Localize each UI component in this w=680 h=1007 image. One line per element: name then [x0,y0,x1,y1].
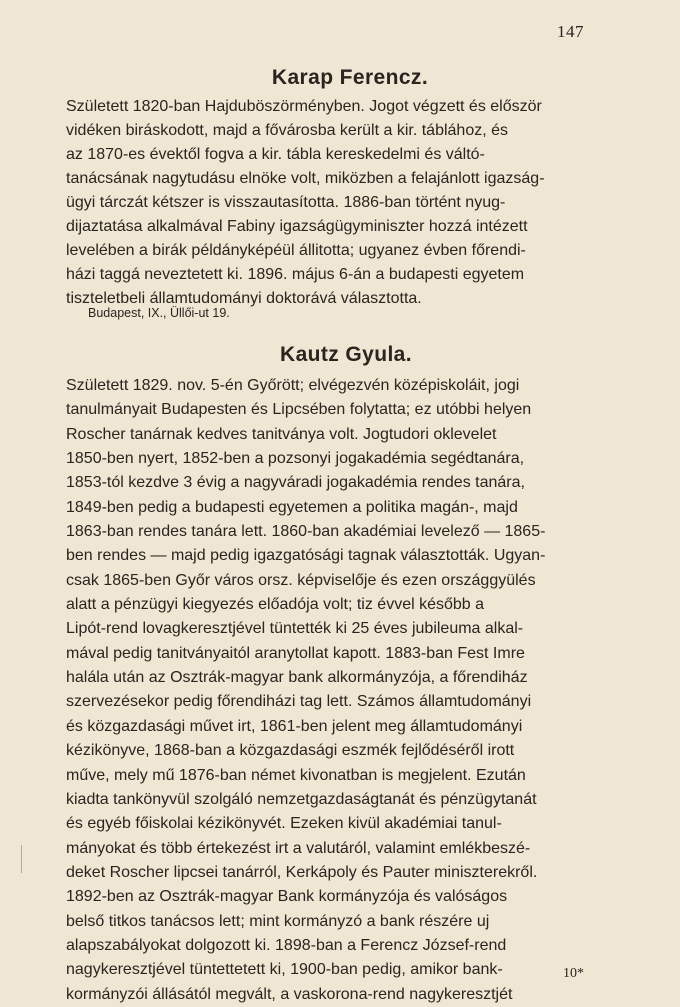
text-line: műve, mely mű 1876-ban német kivonatban is megjelent. Ezután [66,766,526,784]
text-line: belső titkos tanácsos lett; mint kormányzó a bank részére uj [66,912,490,930]
biography-title: Kautz Gyula. [280,343,412,366]
text-line: kézikönyve, 1868-ban a közgazdasági eszmék fejlődéséről irott [66,742,515,760]
text-line: kiadta tankönyvül szolgáló nemzetgazdaságtanát és pénzügytanát [66,790,537,808]
text-line: alapszabályokat dolgozott ki. 1898-ban a Ferencz József-rend [66,936,507,954]
text-line: és egyéb főiskolai kézikönyvét. Ezeken kivül akadémiai tanul- [66,815,502,833]
text-line: ügyi tárczát kétszer is visszautasította. 1886-ban történt nyug- [66,194,506,211]
signature-mark: 10* [563,966,584,981]
text-line: tiszteletbeli államtudományi doktorává választotta. [66,290,422,307]
text-line: házi taggá neveztetett ki. 1896. május 6-án a budapesti egyetem [66,266,525,283]
text-line: Született 1820-ban Hajduböszörményben. Jogot végzett és először [66,98,542,115]
text-line: halála után az Osztrák-magyar bank alkormányzója, a főrendiház [66,669,528,687]
text-line: Született 1829. nov. 5-én Győrött; elvégezvén középiskoláit, jogi [66,377,520,394]
text-line: Lipót-rend lovagkeresztjével tüntették ki 25 éves jubileuma alkal- [66,620,524,638]
text-line: mával pedig tanitványaitól aranytollat kapott. 1883-ban Fest Imre [66,644,525,662]
text-line: deket Roscher lipcsei tanárról, Kerkápoly és Pauter miniszterekről. [66,863,538,881]
text-line: 1849-ben pedig a budapesti egyetemen a politika magán-, majd [66,498,518,516]
address-line: Budapest, IX., Üllői-ut 19. [88,306,230,320]
text-line: tanulmányait Budapesten és Lipcsében folytatta; ez utóbbi helyen [66,401,532,419]
text-line: 1863-ban rendes tanára lett. 1860-ban akadémiai levelező — 1865- [66,523,546,541]
text-line: kormányzói állásától megvált, a vaskorona-rend nagykeresztjét [66,985,513,1003]
text-line: az 1870-es évektől fogva a kir. tábla kereskedelmi és váltó- [66,146,485,163]
text-line: 1892-ben az Osztrák-magyar Bank kormányzója és valóságos [66,888,508,906]
text-line: nagykeresztjével tüntettetett ki, 1900-ban pedig, amikor bank- [66,961,503,979]
text-line: alatt a pénzügyi kiegyezés előadója volt; tiz évvel később a [66,596,485,614]
text-line: tanácsának nagytudásu elnöke volt, miközben a felajánlott igazság- [66,170,545,187]
text-line: levelében a birák példányképéül állitotta; ugyanez évben főrendi- [66,242,526,259]
text-line: szervezésekor pedig főrendiházi tag lett. Számos államtudományi [66,693,532,711]
text-line: csak 1865-ben Győr város orsz. képviselője és ezen országgyülés [66,571,536,589]
page-number: 147 [557,22,584,41]
text-line: vidéken biráskodott, majd a fővárosba került a kir. táblához, és [66,122,509,139]
text-line: mányokat és több értekezést irt a valutáról, valamint emlékbeszé- [66,839,531,857]
page-edge-mark [21,845,22,873]
text-line: 1853-tól kezdve 3 évig a nagyváradi jogakadémia rendes tanára, [66,474,525,492]
text-line: Roscher tanárnak kedves tanitványa volt. Jogtudori oklevelet [66,425,497,443]
biography-text [66,374,592,1007]
text-line: ben rendes — majd pedig igazgatósági tagnak választották. Ugyan- [66,547,546,565]
biography-title: Karap Ferencz. [271,66,429,89]
text-line: dijaztatása alkalmával Fabiny igazságügyminiszter hozzá intézett [66,218,528,235]
biography-text [66,95,592,311]
text-line: 1850-ben nyert, 1852-ben a pozsonyi jogakadémia segédtanára, [66,450,525,468]
text-line: és közgazdasági művet irt, 1861-ben jelent meg államtudományi [66,717,523,735]
